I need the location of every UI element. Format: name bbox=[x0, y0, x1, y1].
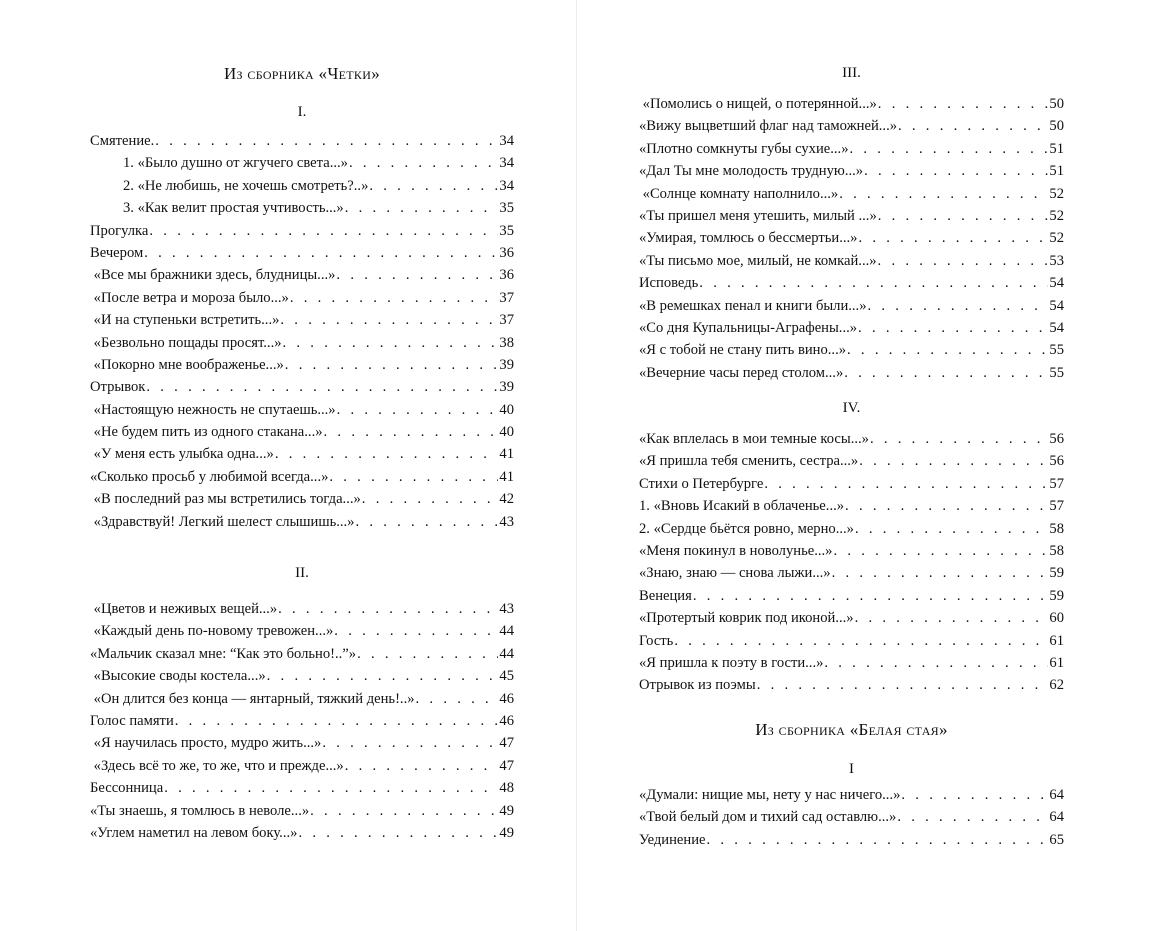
toc-entry bbox=[90, 688, 514, 710]
toc-entry-title: Бессонница bbox=[90, 780, 164, 797]
dot-leader bbox=[757, 674, 1049, 696]
dot-leader bbox=[362, 488, 499, 510]
toc-entry-page-number: 44 bbox=[499, 645, 514, 662]
toc-entry-page-number: 64 bbox=[1049, 787, 1064, 803]
dot-leader bbox=[858, 317, 1048, 339]
toc-entry-title: 1. «Было душно от жгучего света...» bbox=[123, 155, 348, 172]
toc-entry-title: «Со дня Купальницы-Аграфены...» bbox=[639, 319, 858, 336]
toc-entry bbox=[639, 784, 1064, 806]
toc-entry bbox=[90, 264, 514, 286]
toc-entry-page-number: 55 bbox=[1049, 342, 1064, 359]
toc-entry bbox=[90, 822, 514, 844]
toc-entry-page-number: 46 bbox=[499, 690, 514, 707]
toc-entry-page-number: 54 bbox=[1049, 319, 1064, 336]
toc-entry bbox=[639, 295, 1064, 317]
toc-entry bbox=[90, 220, 514, 242]
toc-entry bbox=[90, 488, 514, 510]
toc-entry bbox=[90, 242, 514, 264]
dot-leader bbox=[878, 250, 1049, 272]
toc-entry-title: «Умирая, томлюсь о бессмертьи...» bbox=[639, 230, 858, 247]
part-heading-belaya-1: I bbox=[849, 761, 854, 777]
toc-entry-title: «Я пришла тебя сменить, сестра...» bbox=[639, 453, 859, 470]
toc-entry-title: «В последний раз мы встретились тогда...» bbox=[90, 491, 361, 508]
toc-entry-title: Венеция bbox=[639, 587, 692, 604]
dot-leader bbox=[298, 822, 498, 844]
toc-entry-page-number: 43 bbox=[499, 513, 514, 530]
toc-entry-page-number: 40 bbox=[499, 424, 514, 441]
toc-list-part-2 bbox=[90, 598, 514, 844]
toc-entry-title: «Дал Ты мне молодость трудную...» bbox=[639, 163, 864, 180]
dot-leader bbox=[267, 665, 499, 687]
toc-entry-title: «Плотно сомкнуты губы сухие...» bbox=[639, 140, 849, 157]
dot-leader bbox=[897, 806, 1048, 828]
dot-leader bbox=[706, 829, 1048, 851]
toc-entry bbox=[90, 421, 514, 443]
dot-leader bbox=[355, 511, 498, 533]
toc-entry-title: «Настоящую нежность не спутаешь...» bbox=[90, 401, 336, 418]
toc-entry bbox=[90, 732, 514, 754]
toc-entry-page-number: 40 bbox=[499, 401, 514, 418]
toc-entry-page-number: 54 bbox=[1049, 297, 1064, 314]
toc-entry-page-number: 44 bbox=[499, 623, 514, 640]
toc-entry-page-number: 58 bbox=[1049, 542, 1064, 559]
dot-leader bbox=[839, 183, 1048, 205]
toc-entry bbox=[90, 466, 514, 488]
toc-entry-page-number: 37 bbox=[499, 312, 514, 329]
toc-entry bbox=[639, 93, 1064, 115]
dot-leader bbox=[878, 205, 1049, 227]
toc-entry-title: «Твой белый дом и тихий сад оставлю...» bbox=[639, 809, 897, 826]
toc-list-part-3 bbox=[639, 93, 1064, 384]
toc-list-belaya-1 bbox=[639, 784, 1064, 851]
toc-entry-page-number: 49 bbox=[499, 802, 514, 819]
toc-entry-page-number: 57 bbox=[1049, 475, 1064, 492]
dot-leader bbox=[336, 264, 498, 286]
toc-entry bbox=[90, 511, 514, 533]
toc-entry-page-number: 55 bbox=[1049, 364, 1064, 381]
toc-entry bbox=[90, 665, 514, 687]
toc-entry bbox=[639, 540, 1064, 562]
toc-entry-title: Стихи о Петербурге bbox=[639, 475, 764, 492]
dot-leader bbox=[859, 450, 1048, 472]
toc-entry bbox=[639, 428, 1064, 450]
toc-entry bbox=[639, 450, 1064, 472]
toc-entry-page-number: 37 bbox=[499, 289, 514, 306]
dot-leader bbox=[290, 287, 499, 309]
dot-leader bbox=[175, 710, 499, 732]
toc-entry bbox=[90, 152, 514, 174]
toc-entry-title: «И на ступеньки встретить...» bbox=[90, 312, 280, 329]
dot-leader bbox=[324, 421, 499, 443]
toc-entry-page-number: 61 bbox=[1049, 632, 1064, 649]
part-heading-3: III. bbox=[842, 65, 861, 81]
toc-entry-title: «Как вплелась в мои темные косы...» bbox=[639, 431, 869, 447]
dot-leader bbox=[858, 227, 1048, 249]
toc-entry-title: Отрывок bbox=[90, 379, 146, 396]
toc-entry-page-number: 60 bbox=[1049, 610, 1064, 627]
dot-leader bbox=[699, 272, 1048, 294]
dot-leader bbox=[334, 620, 498, 642]
toc-entry-title: «Меня покинул в новолунье...» bbox=[639, 542, 833, 559]
dot-leader bbox=[898, 115, 1048, 137]
toc-entry-title: «Каждый день по-новому тревожен...» bbox=[90, 623, 334, 640]
toc-entry bbox=[90, 175, 514, 197]
toc-entry-title: «У меня есть улыбка одна...» bbox=[90, 446, 274, 463]
toc-entry bbox=[639, 829, 1064, 851]
toc-entry-page-number: 43 bbox=[499, 601, 514, 617]
dot-leader bbox=[855, 518, 1048, 540]
dot-leader bbox=[693, 585, 1049, 607]
toc-entry-title: Смятение. bbox=[90, 133, 155, 149]
toc-entry-title: «Здесь всё то же, то же, что и прежде...» bbox=[90, 757, 344, 774]
dot-leader bbox=[345, 197, 499, 219]
dot-leader bbox=[764, 473, 1048, 495]
toc-entry-title: «Знаю, знаю — снова лыжи...» bbox=[639, 565, 831, 582]
toc-entry-page-number: 39 bbox=[499, 379, 514, 396]
toc-entry-page-number: 59 bbox=[1049, 565, 1064, 582]
toc-entry bbox=[90, 399, 514, 421]
toc-entry-title: «Солнце комнату наполнило...» bbox=[639, 185, 839, 202]
dot-leader bbox=[278, 598, 498, 620]
dot-leader bbox=[850, 138, 1049, 160]
toc-entry-title: Голос памяти bbox=[90, 712, 174, 729]
toc-entry bbox=[639, 115, 1064, 137]
toc-entry bbox=[639, 518, 1064, 540]
toc-entry bbox=[90, 643, 514, 665]
section-title-belaya-staya: Из сборника «Белая стая» bbox=[755, 720, 948, 739]
right-page bbox=[577, 0, 1152, 931]
toc-entry-title: Гость bbox=[639, 632, 674, 649]
toc-entry-page-number: 45 bbox=[499, 668, 514, 685]
dot-leader bbox=[416, 688, 499, 710]
toc-entry-title: «Ты письмо мое, милый, не комкай...» bbox=[639, 252, 877, 269]
toc-entry bbox=[639, 806, 1064, 828]
toc-entry-page-number: 58 bbox=[1049, 520, 1064, 537]
toc-entry bbox=[639, 227, 1064, 249]
toc-entry-page-number: 51 bbox=[1049, 140, 1064, 157]
toc-entry bbox=[90, 710, 514, 732]
toc-entry-title: 1. «Вновь Исакий в облаченье...» bbox=[639, 498, 845, 515]
toc-entry bbox=[90, 598, 514, 620]
toc-entry-title: «Протертый коврик под иконой...» bbox=[639, 610, 854, 627]
toc-entry bbox=[90, 332, 514, 354]
section-title-chetki: Из сборника «Четки» bbox=[223, 64, 381, 83]
toc-entry-page-number: 64 bbox=[1049, 809, 1064, 826]
toc-entry-title: Уединение bbox=[639, 831, 706, 848]
toc-entry-page-number: 56 bbox=[1049, 431, 1064, 447]
toc-entry-title: «Все мы бражники здесь, блудницы...» bbox=[90, 267, 336, 284]
toc-entry bbox=[90, 777, 514, 799]
toc-entry-title: «Мальчик сказал мне: “Как это больно!..”» bbox=[90, 645, 357, 662]
toc-entry-title: «Сколько просьб у любимой всегда...» bbox=[90, 468, 329, 485]
toc-entry-page-number: 42 bbox=[499, 491, 514, 508]
dot-leader bbox=[310, 800, 498, 822]
toc-entry-title: «Ты знаешь, я томлюсь в неволе...» bbox=[90, 802, 310, 819]
toc-list-part-4 bbox=[639, 428, 1064, 697]
toc-entry-title: Прогулка bbox=[90, 222, 149, 239]
toc-entry-page-number: 62 bbox=[1049, 677, 1064, 694]
toc-entry-page-number: 50 bbox=[1049, 96, 1064, 112]
toc-entry-title: «Покорно мне воображенье...» bbox=[90, 356, 284, 373]
dot-leader bbox=[369, 175, 498, 197]
toc-entry-page-number: 39 bbox=[499, 356, 514, 373]
toc-entry-page-number: 61 bbox=[1049, 654, 1064, 671]
dot-leader bbox=[164, 777, 498, 799]
toc-entry-title: «Я пришла к поэту в гости...» bbox=[639, 654, 824, 671]
toc-entry-page-number: 36 bbox=[499, 267, 514, 284]
toc-entry bbox=[639, 495, 1064, 517]
dot-leader bbox=[847, 339, 1048, 361]
toc-entry bbox=[639, 562, 1064, 584]
toc-entry-title: Исповедь bbox=[639, 275, 699, 292]
toc-entry-page-number: 34 bbox=[499, 177, 514, 194]
toc-entry bbox=[90, 800, 514, 822]
toc-entry-title: «Вечерние часы перед столом...» bbox=[639, 364, 844, 381]
toc-entry-title: «Я с тобой не стану пить вино...» bbox=[639, 342, 847, 359]
dot-leader bbox=[845, 495, 1048, 517]
dot-leader bbox=[870, 428, 1048, 450]
toc-entry-title: «Не будем пить из одного стакана...» bbox=[90, 424, 323, 441]
toc-list-part-1 bbox=[90, 130, 514, 533]
toc-entry bbox=[90, 755, 514, 777]
dot-leader bbox=[901, 784, 1048, 806]
toc-entry-title: «После ветра и мороза было...» bbox=[90, 289, 289, 306]
dot-leader bbox=[864, 160, 1048, 182]
toc-entry-page-number: 50 bbox=[1049, 118, 1064, 135]
dot-leader bbox=[275, 443, 499, 465]
toc-entry-page-number: 47 bbox=[499, 735, 514, 752]
toc-entry-title: «Я научилась просто, мудро жить...» bbox=[90, 735, 322, 752]
toc-entry-page-number: 52 bbox=[1049, 185, 1064, 202]
toc-entry bbox=[639, 205, 1064, 227]
toc-entry bbox=[639, 652, 1064, 674]
toc-entry bbox=[639, 607, 1064, 629]
toc-entry-page-number: 65 bbox=[1049, 831, 1064, 848]
dot-leader bbox=[149, 220, 498, 242]
toc-entry-page-number: 38 bbox=[499, 334, 514, 351]
dot-leader bbox=[283, 332, 499, 354]
toc-entry-page-number: 36 bbox=[499, 244, 514, 261]
toc-entry bbox=[90, 354, 514, 376]
toc-entry bbox=[639, 674, 1064, 696]
toc-entry bbox=[90, 130, 514, 152]
toc-entry-page-number: 35 bbox=[499, 200, 514, 217]
toc-entry bbox=[639, 160, 1064, 182]
toc-entry bbox=[639, 272, 1064, 294]
toc-entry-title: Вечером bbox=[90, 244, 144, 261]
toc-entry bbox=[639, 183, 1064, 205]
toc-entry-page-number: 53 bbox=[1049, 252, 1064, 269]
toc-entry bbox=[90, 620, 514, 642]
part-heading-1: I. bbox=[297, 104, 307, 120]
toc-entry-page-number: 51 bbox=[1049, 163, 1064, 180]
toc-entry-title: Отрывок из поэмы bbox=[639, 677, 756, 694]
toc-entry bbox=[639, 250, 1064, 272]
toc-entry-page-number: 35 bbox=[499, 222, 514, 239]
toc-entry-page-number: 48 bbox=[499, 780, 514, 797]
toc-entry bbox=[90, 443, 514, 465]
toc-entry-title: 2. «Сердце бьётся ровно, мерно...» bbox=[639, 520, 854, 537]
toc-entry-title: 2. «Не любишь, не хочешь смотреть?..» bbox=[123, 177, 369, 194]
dot-leader bbox=[285, 354, 499, 376]
dot-leader bbox=[833, 540, 1048, 562]
toc-entry-title: «Думали: нищие мы, нету у нас ничего...» bbox=[639, 787, 901, 803]
dot-leader bbox=[844, 362, 1048, 384]
toc-entry-title: «Цветов и неживых вещей...» bbox=[90, 601, 278, 617]
dot-leader bbox=[322, 732, 498, 754]
toc-entry-title: «Помолись о нищей, о потерянной...» bbox=[639, 96, 877, 112]
toc-entry-title: «Здравствуй! Легкий шелест слышишь...» bbox=[90, 513, 355, 530]
toc-entry-title: «Безвольно пощады просят...» bbox=[90, 334, 282, 351]
part-heading-4: IV. bbox=[842, 400, 861, 416]
toc-entry-title: «Вижу выцветший флаг над таможней...» bbox=[639, 118, 898, 135]
dot-leader bbox=[337, 399, 499, 421]
toc-entry-page-number: 34 bbox=[499, 155, 514, 172]
toc-entry bbox=[90, 376, 514, 398]
dot-leader bbox=[878, 93, 1049, 115]
toc-entry bbox=[639, 339, 1064, 361]
dot-leader bbox=[674, 630, 1048, 652]
dot-leader bbox=[832, 562, 1049, 584]
toc-entry-page-number: 57 bbox=[1049, 498, 1064, 515]
toc-entry-title: «В ремешках пенал и книги были...» bbox=[639, 297, 867, 314]
dot-leader bbox=[824, 652, 1048, 674]
toc-entry bbox=[639, 585, 1064, 607]
toc-entry bbox=[90, 309, 514, 331]
toc-entry-title: «Высокие своды костела...» bbox=[90, 668, 266, 685]
toc-entry-page-number: 34 bbox=[499, 133, 514, 149]
toc-entry-page-number: 49 bbox=[499, 824, 514, 841]
toc-entry bbox=[639, 138, 1064, 160]
part-heading-2: II. bbox=[295, 565, 309, 581]
toc-entry-page-number: 59 bbox=[1049, 587, 1064, 604]
dot-leader bbox=[349, 152, 498, 174]
toc-entry-page-number: 47 bbox=[499, 757, 514, 774]
toc-entry bbox=[639, 473, 1064, 495]
dot-leader bbox=[146, 376, 498, 398]
toc-entry-page-number: 41 bbox=[499, 468, 514, 485]
toc-entry bbox=[639, 362, 1064, 384]
toc-entry bbox=[90, 197, 514, 219]
toc-entry bbox=[90, 287, 514, 309]
toc-entry-title: «Ты пришел меня утешить, милый ...» bbox=[639, 207, 877, 224]
toc-entry-page-number: 54 bbox=[1049, 275, 1064, 292]
toc-entry bbox=[639, 630, 1064, 652]
dot-leader bbox=[357, 643, 498, 665]
dot-leader bbox=[280, 309, 498, 331]
dot-leader bbox=[855, 607, 1049, 629]
toc-entry-page-number: 56 bbox=[1049, 453, 1064, 470]
toc-entry-title: «Углем наметил на левом боку...» bbox=[90, 824, 298, 841]
toc-entry-page-number: 52 bbox=[1049, 207, 1064, 224]
toc-entry bbox=[639, 317, 1064, 339]
toc-entry-page-number: 41 bbox=[499, 446, 514, 463]
toc-entry-page-number: 46 bbox=[499, 712, 514, 729]
toc-entry-title: «Он длится без конца — янтарный, тяжкий день!..» bbox=[90, 690, 415, 707]
dot-leader bbox=[345, 755, 499, 777]
dot-leader bbox=[144, 242, 498, 264]
toc-entry-title: 3. «Как велит простая учтивость...» bbox=[123, 200, 344, 217]
dot-leader bbox=[868, 295, 1049, 317]
dot-leader bbox=[155, 130, 498, 152]
dot-leader bbox=[329, 466, 498, 488]
toc-entry-page-number: 52 bbox=[1049, 230, 1064, 247]
